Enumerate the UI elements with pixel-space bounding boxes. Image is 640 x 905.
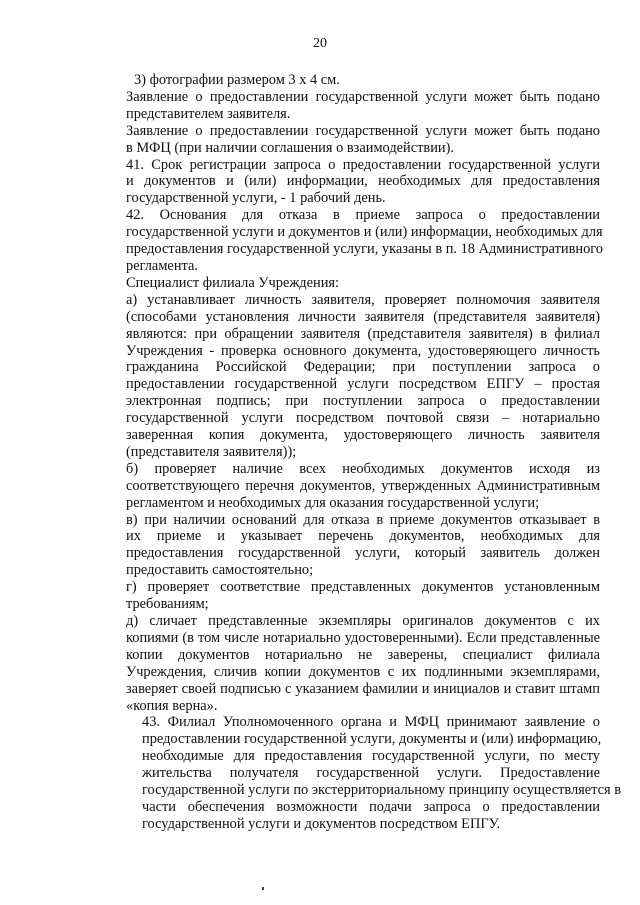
text-line: государственной услуги и документов посредством ЕПГУ.	[142, 815, 501, 832]
text-line: жительства получателя государственной услуги. Предоставление	[142, 765, 600, 782]
text-line: заверенная копия документа, удостоверяющего личность заявителя	[126, 427, 600, 444]
text-line: Учреждения - проверка основного документа, удостоверяющего личность	[126, 342, 600, 359]
text-line: Заявление о предоставлении государственной услуги может быть подано	[126, 88, 600, 105]
paragraph-photo-item	[96, 72, 600, 89]
text-line: 42. Основания для отказа в приеме запроса о предоставлении	[126, 207, 600, 224]
text-line: государственной услуги, - 1 рабочий день.	[126, 190, 386, 207]
text-line: части обеспечения возможности подачи запроса о предоставлении	[142, 798, 600, 815]
text-line: 43. Филиал Уполномоченного органа и МФЦ принимают заявление о	[142, 714, 600, 731]
paragraph-item-b	[96, 461, 600, 512]
text-line: Заявление о предоставлении государственной услуги может быть подано	[126, 122, 600, 139]
paragraph-clause-42	[96, 207, 603, 275]
text-line: необходимые для предоставления государственной услуги, по месту	[142, 748, 600, 765]
text-line: а) устанавливает личность заявителя, проверяет полномочия заявителя	[126, 291, 600, 308]
text-line: (способами установления личности заявителя (представителя заявителя)	[126, 308, 600, 325]
text-line: государственной услуги по экстерриториальному принципу осуществляется в	[142, 782, 622, 799]
paragraph-item-a	[96, 292, 600, 461]
text-line: государственной услуги и документов и (или) информации, необходимых для	[126, 224, 603, 241]
text-line: их приеме и указывает перечень документов, необходимых для	[126, 528, 600, 545]
text-line: д) сличает представленные экземпляры оригиналов документов с их	[126, 613, 600, 629]
text-line: заверяет своей подписью с указанием фамилии и инициалов и ставит штамп	[126, 680, 600, 697]
text-line: регламентом и необходимых для оказания государственной услуги;	[126, 494, 540, 511]
text-line: предоставления государственной услуги, который заявитель должен	[126, 545, 600, 562]
text-line: являются: при обращении заявителя (представителя заявителя) в филиал	[126, 325, 600, 342]
text-line: в МФЦ (при наличии соглашения о взаимодействии).	[126, 139, 455, 156]
text-line: (представителя заявителя));	[126, 443, 297, 460]
text-line: г) проверяет соответствие представленных документов установленным	[126, 579, 600, 596]
paragraph-specialist-intro	[96, 275, 600, 292]
document-body	[96, 72, 622, 833]
text-line: б) проверяет наличие всех необходимых документов исходя из	[126, 460, 600, 477]
paragraph-clause-41	[96, 157, 600, 208]
text-line: и документов и (или) информации, необходимых для предоставления	[126, 173, 600, 190]
text-line: предоставить самостоятельно;	[126, 562, 314, 579]
text-line: регламента.	[126, 257, 198, 274]
text-line: предоставлении государственной услуги посредством ЕПГУ – простая	[126, 376, 600, 393]
text-line: 41. Срок регистрации запроса о предоставлении государственной услуги	[126, 156, 600, 173]
text-line: копиями (в том числе нотариально удостоверенными). Если представленные	[126, 629, 600, 646]
paragraph-item-g	[96, 579, 600, 613]
paragraph-item-v	[96, 512, 600, 580]
text-line: гражданина Российской Федерации; при поступлении запроса о	[126, 359, 600, 376]
text-line: Специалист филиала Учреждения:	[126, 274, 340, 291]
paragraph-rep-submission	[96, 89, 600, 123]
text-line: государственной услуги посредством почтовой связи – нотариально	[126, 410, 600, 427]
text-line: 3) фотографии размером 3 х 4 см.	[134, 72, 340, 88]
text-line: представителем заявителя.	[126, 105, 291, 122]
text-line: «копия верна».	[126, 697, 218, 714]
paragraph-item-d	[96, 613, 600, 714]
paragraph-clause-43	[96, 714, 622, 832]
paragraph-mfc-submission	[96, 123, 600, 157]
scan-speck	[262, 887, 264, 890]
text-line: соответствующего перечня документов, утвержденных Административным	[126, 477, 600, 494]
page-number: 20	[313, 36, 327, 51]
text-line: предоставления государственной услуги, указаны в п. 18 Административного	[126, 241, 603, 258]
text-line: копии документов нотариально не заверены, специалист филиала	[126, 646, 600, 663]
text-line: электронная подпись; при поступлении запроса о предоставлении	[126, 393, 600, 410]
text-line: Учреждения, сличив копии документов с их подлинными экземплярами,	[126, 663, 600, 680]
text-line: требованиям;	[126, 596, 209, 613]
text-line: предоставлении государственной услуги, документы и (или) информацию,	[142, 731, 602, 748]
text-line: в) при наличии оснований для отказа в приеме документов отказывает в	[126, 511, 600, 528]
